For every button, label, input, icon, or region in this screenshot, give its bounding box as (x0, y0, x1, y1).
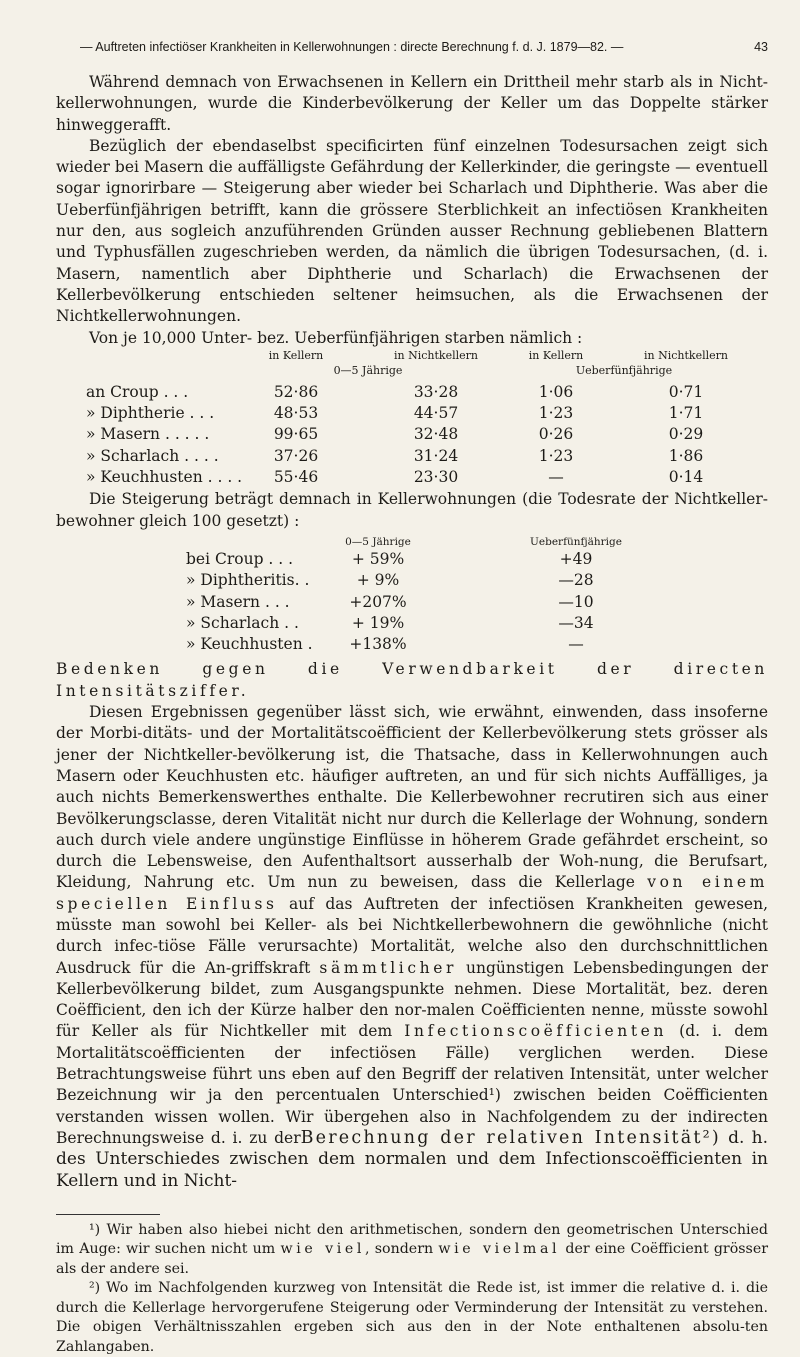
table-row (56, 635, 768, 656)
emphasis-run: wie viel (280, 1241, 366, 1258)
cell-value: + 19% (351, 613, 405, 632)
table1-body (56, 383, 768, 489)
cell-value: + 59% (351, 549, 405, 568)
text-run: der eine Coëfficient grösser als der andere sei. (56, 1241, 768, 1277)
cell-value: +138% (349, 635, 407, 654)
cell-value: 1·06 (538, 382, 574, 401)
cell-value: 33·28 (413, 382, 459, 401)
text-run: ungünstigen Lebensbedingungen der Kellerbevölkerung bildet, zum Ausgangspunkte nehmen. Diese Mortalität, bez. deren Coëfficient, den ich der Kürze halber den nor-malen Coëfficienten nenne, müsste sowohl für Keller als für Nichtkeller mit dem (56, 958, 768, 1041)
cell-value: 0·71 (668, 382, 704, 401)
row-label: an Croup . . . (86, 382, 189, 401)
row-label: » Keuchhusten . . . . (86, 468, 243, 487)
cell-value: 32·48 (413, 425, 459, 444)
table2-body (56, 550, 768, 656)
row-label: » Masern . . . (186, 592, 290, 611)
table1-group-header: Ueberfünfjährige (575, 363, 673, 377)
cell-value: 55·46 (273, 468, 319, 487)
emphasis-run: von einem speciellen Einfluss (56, 873, 768, 913)
table-row (56, 614, 768, 635)
cell-value: — (568, 635, 584, 654)
cell-value: 99·65 (273, 425, 319, 444)
cell-value: 1·71 (668, 404, 704, 423)
table1-col-header: in Kellern (528, 348, 584, 362)
table-row (56, 468, 768, 489)
table-row (56, 571, 768, 592)
text-run: auf das Auftreten der infectiösen Krankheiten gewesen, müsste man sowohl bei Keller- als bei Nichtkellerbewohnern die gewöhnliche (nicht durch infec-tiöse Fälle verursachte) Mortalität, welche also den durchschnittlichen Ausdruck für die An-griffskraft (56, 894, 768, 977)
cell-value: —28 (558, 571, 594, 590)
table2-col-header: Ueberfünfjährige (530, 535, 622, 548)
cell-value: 0·29 (668, 425, 704, 444)
cell-value: —34 (558, 613, 594, 632)
cell-value: 52·86 (273, 382, 319, 401)
cell-value: — (548, 468, 564, 487)
text-run: ¹) Wir haben also hiebei nicht den arithmetischen, sondern den geometrischen Unterschied im Auge: wir suchen nicht um (56, 1221, 768, 1258)
table2-col-header: 0—5 Jährige (345, 535, 411, 548)
text-run: d. h. des Unterschiedes zwischen dem normalen und dem Infectionscoëfficienten in Kellern und in Nicht- (56, 1127, 768, 1191)
page-content (56, 72, 768, 1357)
cell-value: +49 (559, 549, 593, 568)
cell-value: 23·30 (413, 468, 459, 487)
row-label: » Masern . . . . . (86, 425, 210, 444)
footnote-rule (56, 1214, 160, 1215)
row-label: » Keuchhusten . (186, 635, 313, 654)
paragraph-2: Bezüglich der ebendaselbst specificirten fünf einzelnen Todesursachen zeigt sich wieder bei Masern die auffälligste Gefährdung der Kellerkinder, die geringste — eventuell sogar ignorirbare — Steigerung aber wieder bei Scharlach und Diphtherie. Was aber die Ueberfünfjährigen betrifft, kann die grössere Sterblichkeit an infectiösen Krankheiten nur den, aus sogleich anzuführenden Gründen ausser Rechnung gebliebenen Blattern und Typhusfällen zugeschrieben werden, da nämlich die übrigen Todesursachen, (d. i. Masern, namentlich aber Diphtherie und Scharlach) die Erwachsenen der Kellerbevölkerung entschieden seltener heimsuchen, als die Erwachsenen der Nichtkellerwohnungen. (56, 136, 768, 326)
cell-value: + 9% (356, 571, 400, 590)
table1-intro: Von je 10,000 Unter- bez. Ueberfünfjährigen starben nämlich : (89, 328, 583, 347)
cell-value: 1·86 (668, 446, 704, 465)
table1-col-header: in Nichtkellern (644, 348, 728, 362)
cell-value: 1·23 (538, 446, 574, 465)
table-row (56, 425, 768, 446)
table1-col-header: in Kellern (268, 348, 324, 362)
cell-value: 37·26 (273, 446, 319, 465)
running-header (80, 40, 768, 54)
emphasis-run: Berechnung der relativen Intensität²) (300, 1127, 721, 1148)
table-row (56, 404, 768, 425)
emphasis-run: Infectionscoëfficienten (404, 1022, 668, 1041)
cell-value: 48·53 (273, 404, 319, 423)
table1-col-header: in Nichtkellern (394, 348, 478, 362)
table-row (56, 593, 768, 614)
row-label: bei Croup . . . (186, 549, 294, 568)
paragraph-4 (56, 702, 768, 1192)
emphasis-run: wie vielmal (438, 1241, 561, 1258)
footnote-2: ²) Wo im Nachfolgenden kurzweg von Intensität die Rede ist, ist immer die relative d. i. die durch die Kellerlage hervorgerufene Steigerung oder Verminderung der Intensität zu verstehen. Die obigen Verhältnisszahlen ergeben sich aus den in der Note enthaltenen absolu-ten Zahlangaben. (56, 1280, 768, 1355)
table1-header (56, 349, 768, 383)
text-run: , sondern (365, 1241, 439, 1258)
text-run: Diesen Ergebnissen gegenüber lässt sich, wie erwähnt, einwenden, dass insoferne der Morbi-ditäts- und der Mortalitätscoëfficient der Kellerbevölkerung stets grösser als jener der Nichtkeller-bevölkerung ist, die Thatsache, dass in Kellerwohnungen auch Masern oder Keuchhusten etc. häufiger auftreten, an und für sich nichts Auffälliges, ja auch nichts Bemerkenswerthes enthalte. Die Kellerbewohner recrutiren sich aus einer Bevölkerungsclasse, deren Vitalität nicht nur durch die Kellerlage der Wohnung, sondern auch durch viele andere ungünstige Einflüsse in höherem Grade gefährdet erscheint, so durch die Lebensweise, den Aufenthaltsort ausserhalb der Woh-nung, die Berufsart, Kleidung, Nahrung etc. Um nun zu beweisen, dass die Kellerlage (56, 703, 768, 892)
row-label: » Diphtherie . . . (86, 404, 215, 423)
row-label: » Diphtheritis. . (186, 571, 310, 590)
page-number: 43 (754, 40, 768, 54)
paragraph-1: Während demnach von Erwachsenen in Kellern ein Drittheil mehr starb als in Nicht-kellerwohnungen, wurde die Kinderbevölkerung der Keller um das Doppelte stärker hinweggerafft. (56, 73, 768, 134)
table2-header (56, 532, 768, 550)
cell-value: —10 (558, 592, 594, 611)
table-row (56, 383, 768, 404)
emphasis-run: sämmtlicher (319, 958, 457, 977)
cell-value: 44·57 (413, 404, 459, 423)
table-row (56, 550, 768, 571)
section-heading: Bedenken gegen die Verwendbarkeit der directen Intensitätsziffer. (56, 660, 768, 700)
cell-value: 1·23 (538, 404, 574, 423)
cell-value: +207% (349, 592, 407, 611)
cell-value: 0·14 (668, 468, 704, 487)
row-label: » Scharlach . . (186, 613, 299, 632)
cell-value: 31·24 (413, 446, 459, 465)
row-label: » Scharlach . . . . (86, 446, 219, 465)
running-title: — Auftreten infectiöser Krankheiten in Kellerwohnungen : directe Berechnung f. d. J. 1879—82. — (80, 40, 624, 54)
table-row (56, 447, 768, 468)
text-run: (d. i. dem Mortalitätscoëfficienten der infectiösen Fälle) verglichen werden. Diese Betrachtungsweise führt uns eben auf den Begriff der relativen Intensität, unter welcher Bezeichnung wir ja den percentualen Unterschied¹) zwischen beiden Coëfficienten verstanden wissen wollen. Wir übergehen also in Nachfolgendem zu der indirecten Berechnungsweise d. i. zu der (56, 1022, 769, 1147)
table1-group-header: 0—5 Jährige (333, 363, 403, 377)
paragraph-3: Die Steigerung beträgt demnach in Kellerwohnungen (die Todesrate der Nichtkeller-bewohner gleich 100 gesetzt) : (56, 490, 768, 530)
cell-value: 0·26 (538, 425, 574, 444)
footnote-1 (56, 1221, 768, 1280)
